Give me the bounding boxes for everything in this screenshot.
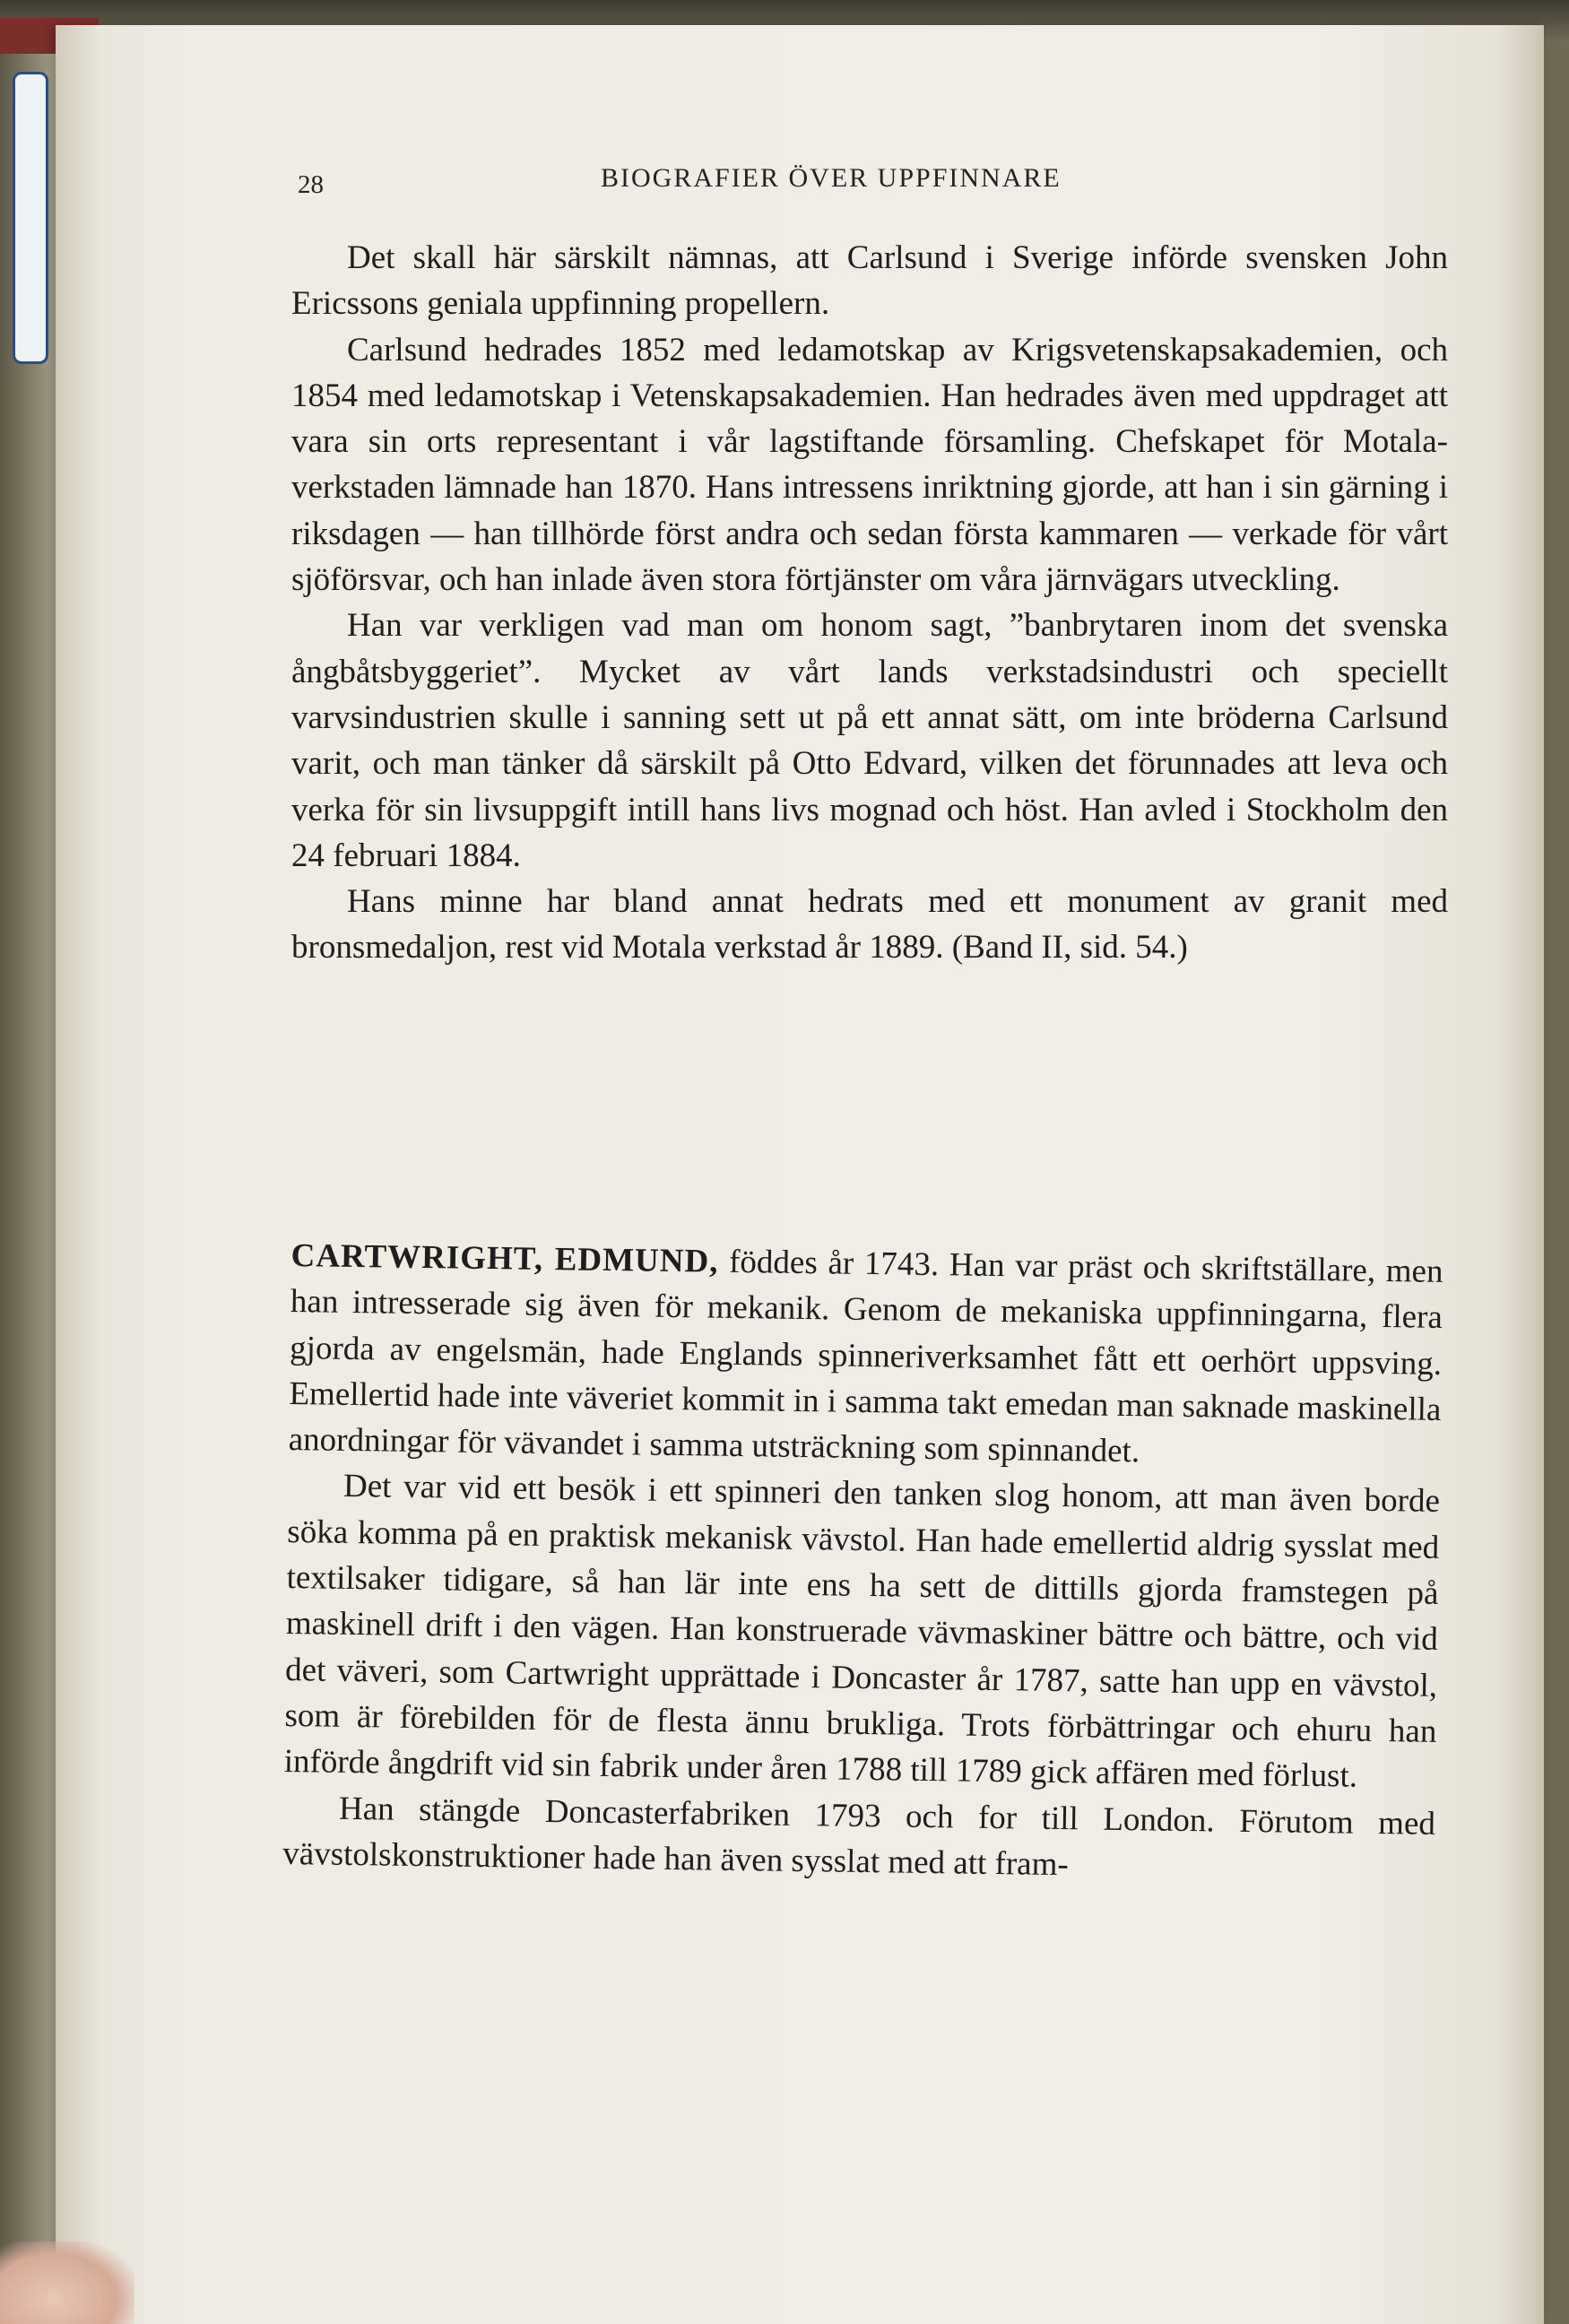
bookmark-tab xyxy=(13,72,48,364)
paragraph: Han stängde Doncasterfabriken 1793 och for till London. Förutom med vävstolskonstruktioner hade han även sysslat med att fram- xyxy=(282,1790,1436,1884)
entry-name: CARTWRIGHT, EDMUND, xyxy=(290,1236,719,1280)
paragraph: Det skall här särskilt nämnas, att Carlsund i Sverige införde svensken John Ericssons geniala uppfinning propellern. xyxy=(291,239,1448,323)
entry-text: föddes år 1743. Han var präst och skriftställare, men han intresserade sig även för mekanik. Genom de mekaniska uppfinningarna, flera gjorda av engelsmän, hade Englands spinneriverksamhet fått ett oerhört uppsving. Emellertid hade inte väveriet kommit in i samma takt emedan man saknade maskinella anordningar för vävandet i samma utsträckning som spinnandet. xyxy=(288,1243,1443,1470)
paragraph: Han var verkligen vad man om honom sagt, ”banbrytaren inom det svenska ångbåtsbyggeriet”. Mycket av vårt lands verkstadsindustri och speciellt varvsindustrien skulle i sanning sett ut på ett annat sätt, om inte bröderna Carlsund varit, och man tänker då särskilt på Otto Edvard, vilken det förunnades att leva och verka för sin livsuppgift intill hans livs mognad och höst. Han avled i Stockholm den 24 februari 1884. xyxy=(291,607,1448,874)
section-carlsund xyxy=(291,235,1448,971)
running-title: BIOGRAFIER ÖVER UPPFINNARE xyxy=(601,163,1062,193)
paragraph: Hans minne har bland annat hedrats med ett monument av granit med bronsmedaljon, rest vid Motala verkstad år 1889. (Band II, sid. 54.) xyxy=(291,883,1448,967)
page-number: 28 xyxy=(298,170,324,199)
section-cartwright xyxy=(282,1233,1443,1893)
thumb xyxy=(0,2242,134,2324)
paragraph: Det var vid ett besök i ett spinneri den tanken slog honom, att man även borde söka komma på en praktisk mekanisk vävstol. Han hade emellertid aldrig sysslat med textilsaker tidigare, så han lär inte ens ha sett de dittills gjorda framstegen på maskinell drift i den vägen. Han konstruerade vävmaskiner bättre och bättre, och vid det väveri, som Cartwright upprättade i Doncaster år 1787, satte han upp en vävstol, som är förebilden för de flesta ännu brukliga. Trots förbättringar och ehuru han införde ångdrift vid sin fabrik under åren 1788 till 1789 gick affären med förlust. xyxy=(283,1468,1441,1795)
paragraph: Carlsund hedrades 1852 med ledamotskap av Krigsvetenskapsakademien, och 1854 med ledamotskap i Vetenskapsakademien. Han hedrades även med uppdraget att vara sin orts representant i vår lagstiftande församling. Chefskapet för Motala-verkstaden lämnade han 1870. Hans intressens inriktning gjorde, att han i sin gärning i riksdagen — han tillhörde först andra och sedan första kammaren — verkade för vårt sjöförsvar, och han inlade även stora förtjänster om våra järnvägars utveckling. xyxy=(291,331,1448,599)
entry-paragraph xyxy=(288,1233,1443,1479)
